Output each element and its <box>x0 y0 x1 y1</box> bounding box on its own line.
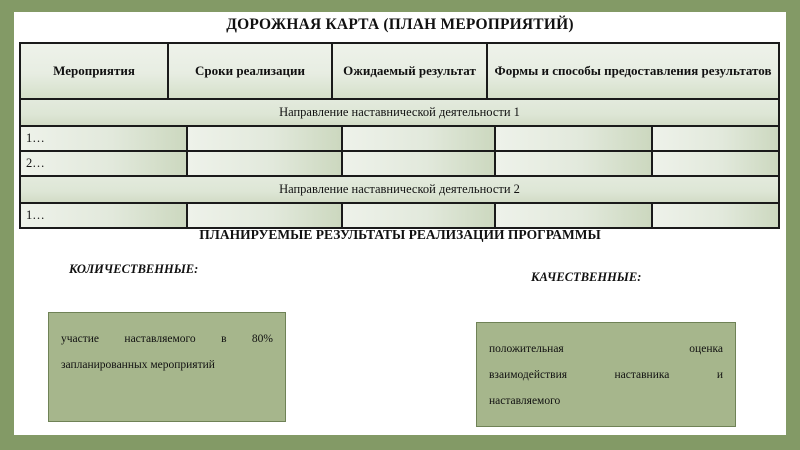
table-header-row <box>21 44 778 98</box>
roadmap-table <box>19 42 780 229</box>
cell-expected-result[interactable] <box>341 204 494 227</box>
slide-canvas <box>14 12 786 435</box>
section-band-label-1: Направление наставнической деятельности 1 <box>21 100 778 125</box>
cell-activity[interactable]: 1… <box>21 127 186 150</box>
cell-activity[interactable]: 1… <box>21 204 186 227</box>
quantitative-results-box <box>48 312 286 422</box>
qualitative-line-2: взаимодействия наставника и <box>489 368 723 381</box>
page-title: ДОРОЖНАЯ КАРТА (ПЛАН МЕРОПРИЯТИЙ) <box>226 16 574 33</box>
section-band-row <box>21 175 778 202</box>
qualitative-label: КАЧЕСТВЕННЫЕ: <box>531 270 642 284</box>
quantitative-line-1: участие наставляемого в 80% <box>61 333 273 345</box>
column-header-forms-and-methods: Формы и способы предоставления результатов <box>486 44 778 98</box>
column-header-deadlines: Сроки реализации <box>167 44 331 98</box>
cell-deadline[interactable] <box>186 204 341 227</box>
quantitative-line-2: запланированных мероприятий <box>61 358 215 371</box>
cell-methods[interactable] <box>651 152 778 175</box>
cell-forms[interactable] <box>494 152 651 175</box>
table-row[interactable] <box>21 202 778 227</box>
table-row[interactable] <box>21 150 778 175</box>
cell-methods[interactable] <box>651 127 778 150</box>
section-band-row <box>21 98 778 125</box>
qualitative-line-1: положительная оценка <box>489 343 723 355</box>
quantitative-label: КОЛИЧЕСТВЕННЫЕ: <box>69 262 199 276</box>
cell-forms[interactable] <box>494 127 651 150</box>
cell-expected-result[interactable] <box>341 152 494 175</box>
column-header-expected-result: Ожидаемый результат <box>331 44 486 98</box>
qualitative-results-box <box>476 322 736 427</box>
cell-activity[interactable]: 2… <box>21 152 186 175</box>
results-section-title: ПЛАНИРУЕМЫЕ РЕЗУЛЬТАТЫ РЕАЛИЗАЦИИ ПРОГРАММЫ <box>199 227 601 242</box>
cell-deadline[interactable] <box>186 127 341 150</box>
qualitative-line-3: наставляемого <box>489 394 561 407</box>
section-band-label-2: Направление наставнической деятельности 2 <box>21 177 778 202</box>
cell-forms[interactable] <box>494 204 651 227</box>
cell-deadline[interactable] <box>186 152 341 175</box>
cell-methods[interactable] <box>651 204 778 227</box>
cell-expected-result[interactable] <box>341 127 494 150</box>
table-row[interactable] <box>21 125 778 150</box>
column-header-activities: Мероприятия <box>21 44 167 98</box>
